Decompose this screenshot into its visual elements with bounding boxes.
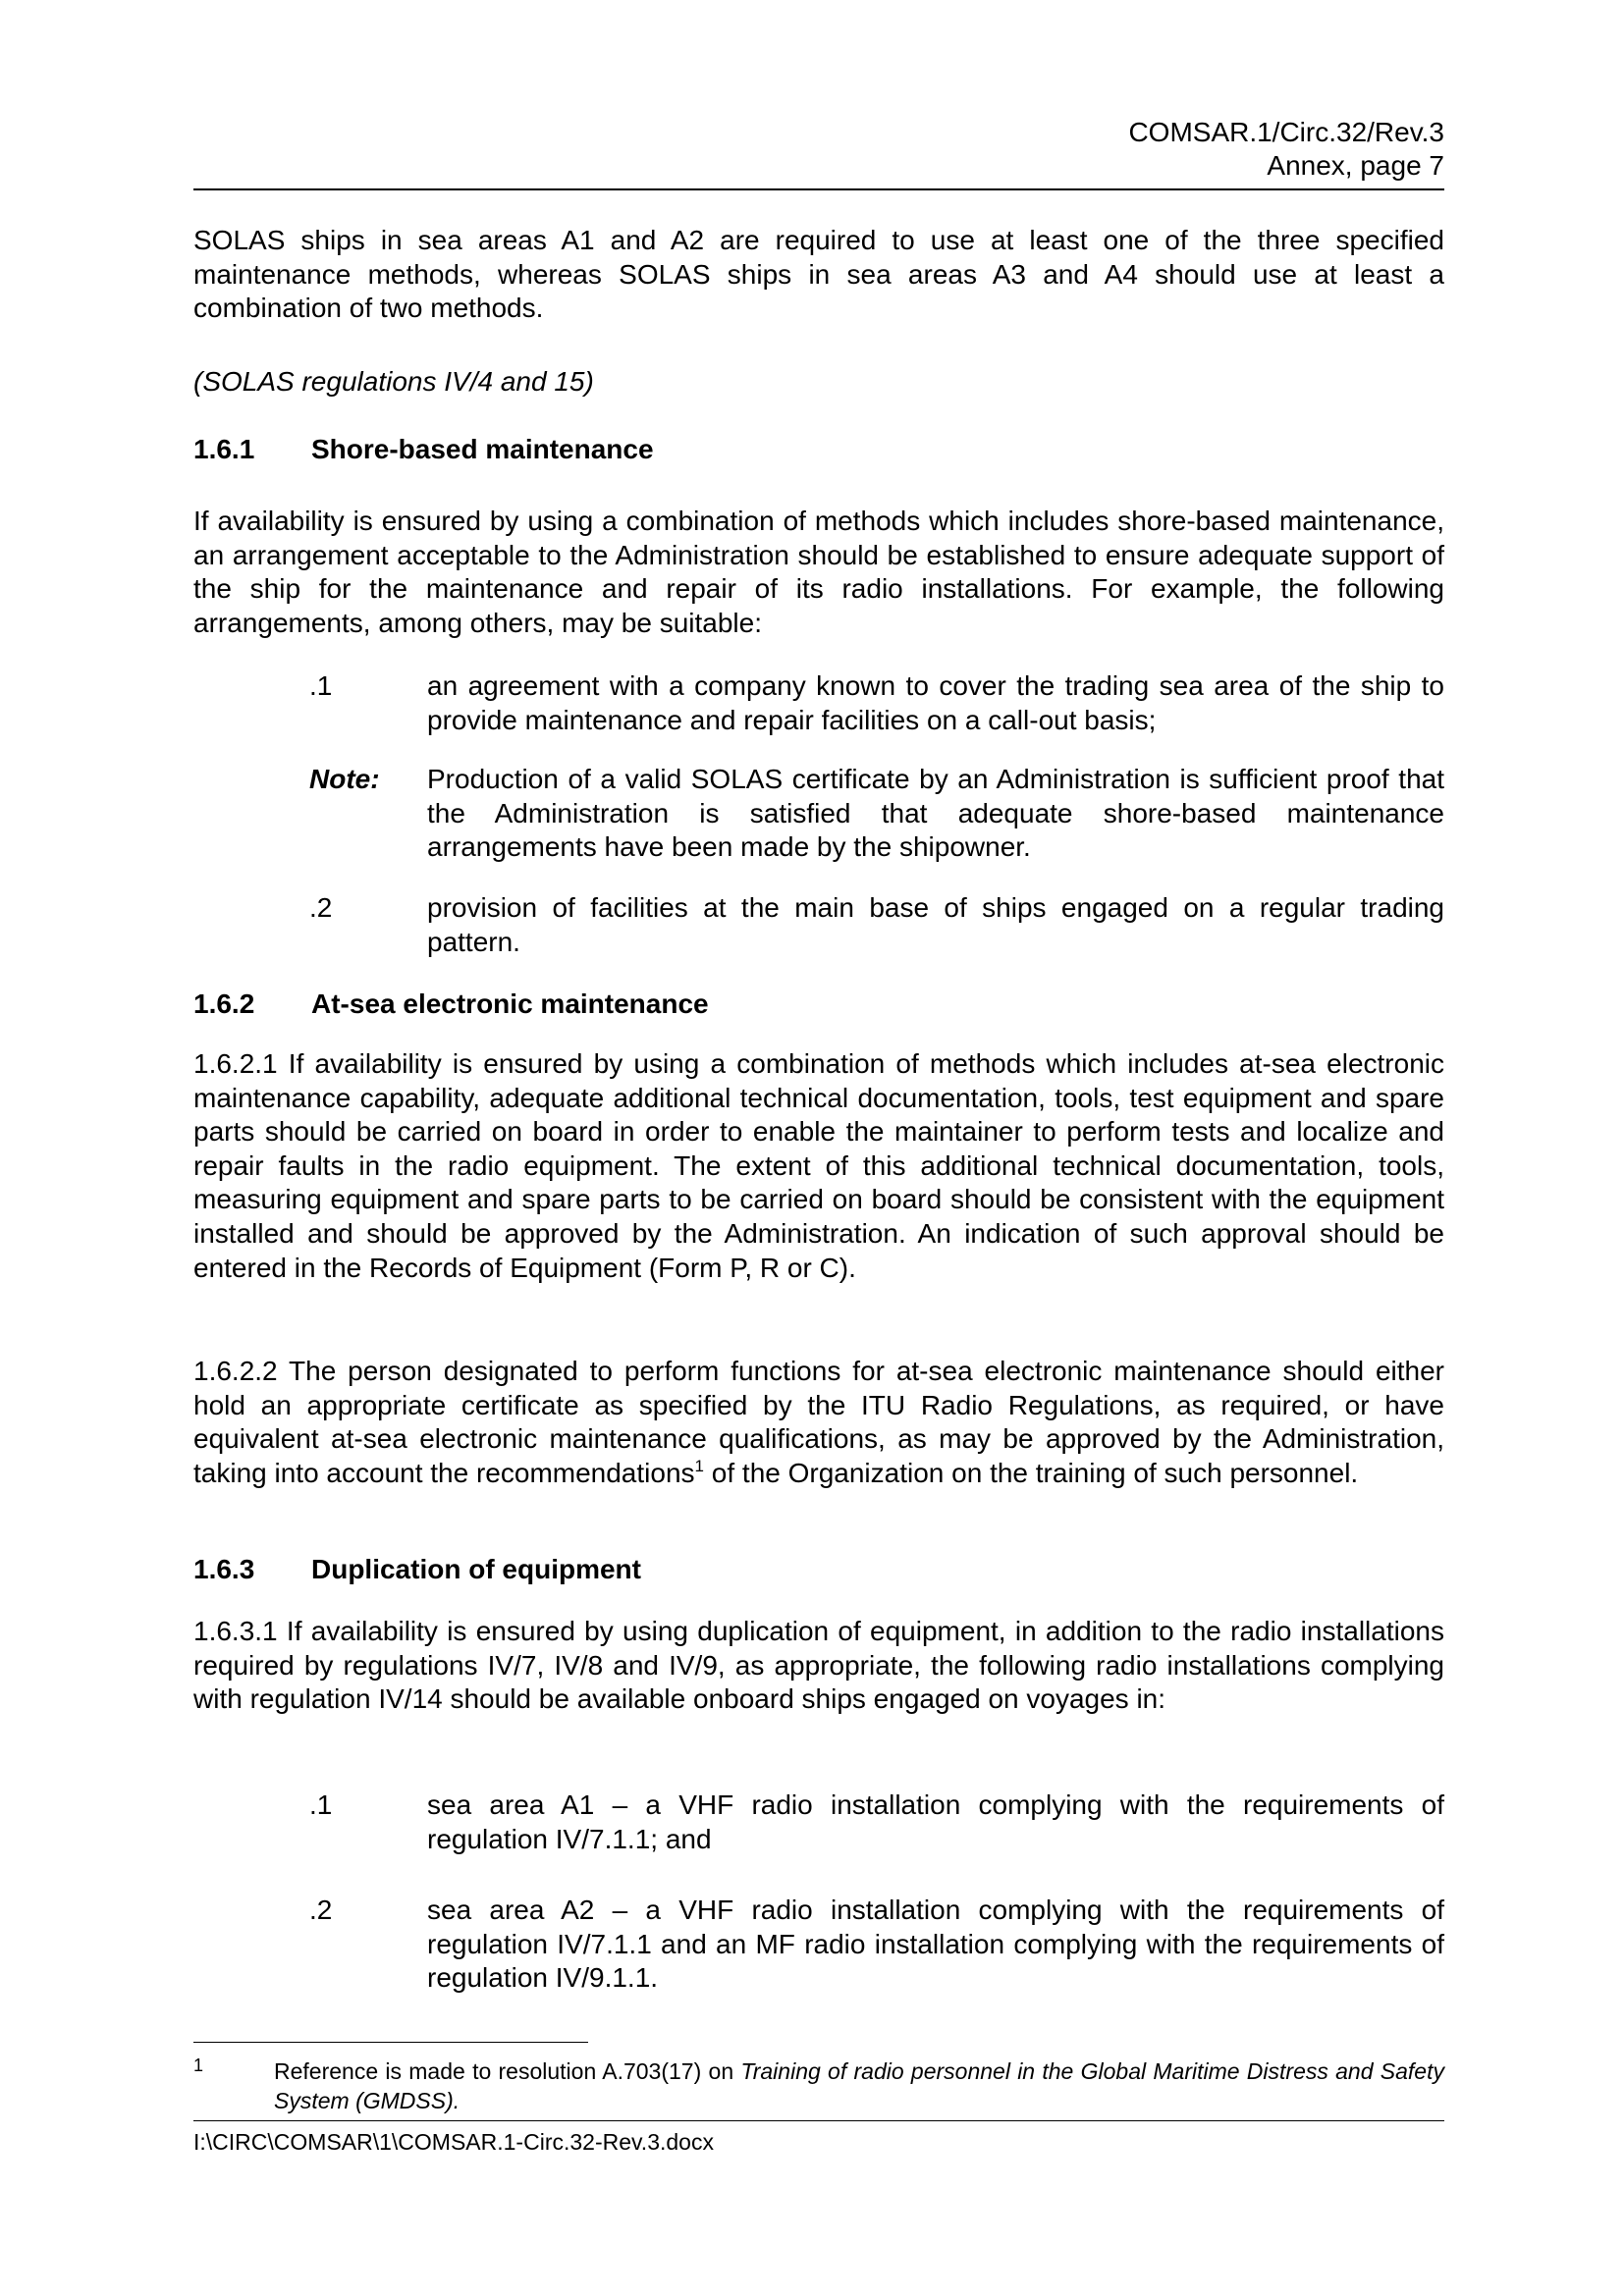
list-label: .1 bbox=[309, 1789, 333, 1820]
footnote-text-plain: Reference is made to resolution A.703(17) on bbox=[274, 2058, 741, 2084]
footnote-text-italic: Training of radio personnel in the Global Maritime Distress and Safety System (GMDSS). bbox=[274, 2058, 1444, 2113]
footnote-separator bbox=[193, 2042, 588, 2043]
paragraph-1-6-2-1: 1.6.2.1 If availability is ensured by using a combination of methods which includes at-sea electronic maintenance capability, adequate additional technical documentation, tools, test equipment and spare parts should be carried on board in order to enable the maintainer to perform tests and localize and repair faults in the radio equipment. The extent of this additional technical documentation, tools, measuring equipment and spare parts to be carried on board should be consistent with the equipment installed and should be approved by the Administration. An indication of such approval should be entered in the Records of Equipment (Form P, R or C). bbox=[193, 1048, 1444, 1283]
paragraph-1-6-2-2 bbox=[193, 1355, 1444, 1490]
regulations-reference: (SOLAS regulations IV/4 and 15) bbox=[193, 366, 594, 397]
footer-file-path: I:\CIRC\COMSAR\1\COMSAR.1-Circ.32-Rev.3.docx bbox=[193, 2129, 714, 2155]
list-item-text: an agreement with a company known to cover the trading sea area of the ship to provide maintenance and repair facilities on a call-out basis; bbox=[427, 670, 1444, 735]
header-page-ref: Annex, page 7 bbox=[1267, 150, 1444, 181]
list-item-text: provision of facilities at the main base of ships engaged on a regular trading pattern. bbox=[427, 892, 1444, 957]
section-title: Duplication of equipment bbox=[311, 1554, 641, 1584]
header-rule bbox=[193, 188, 1444, 190]
page-header bbox=[1128, 116, 1444, 183]
footnote-reference: 1 bbox=[694, 1456, 704, 1475]
section-heading-1-6-1 bbox=[193, 433, 654, 466]
footnote-text bbox=[274, 2056, 1444, 2115]
shore-based-paragraph: If availability is ensured by using a combination of methods which includes shore-based maintenance, an arrangement acceptable to the Administration should be established to ensure adequate support of the ship for the maintenance and repair of its radio installations. For example, the following arrangements, among others, may be suitable: bbox=[193, 506, 1444, 638]
paragraph-1-6-3-1: 1.6.3.1 If availability is ensured by using duplication of equipment, in addition to the radio installations required by regulations IV/7, IV/8 and IV/9, as appropriate, the following radio installations complying with regulation IV/14 should be available onboard ships engaged on voyages in: bbox=[193, 1616, 1444, 1715]
section-heading-1-6-2 bbox=[193, 988, 709, 1021]
note-label: Note: bbox=[309, 764, 380, 794]
section-number: 1.6.1 bbox=[193, 434, 255, 464]
section-number: 1.6.2 bbox=[193, 988, 255, 1019]
paragraph-text: of the Organization on the training of such personnel. bbox=[704, 1457, 1359, 1488]
list-label: .1 bbox=[309, 670, 333, 701]
section-title: At-sea electronic maintenance bbox=[311, 988, 709, 1019]
footer-rule bbox=[193, 2120, 1444, 2121]
intro-paragraph: SOLAS ships in sea areas A1 and A2 are required to use at least one of the three specified maintenance methods, whereas SOLAS ships in sea areas A3 and A4 should use at least a combination of two methods. bbox=[193, 225, 1444, 324]
list-label: .2 bbox=[309, 1895, 333, 1925]
section-title: Shore-based maintenance bbox=[311, 434, 654, 464]
header-doc-ref: COMSAR.1/Circ.32/Rev.3 bbox=[1128, 117, 1444, 147]
list-item-text: sea area A1 – a VHF radio installation complying with the requirements of regulation IV/7.1.1; and bbox=[427, 1789, 1444, 1854]
section-heading-1-6-3 bbox=[193, 1553, 641, 1586]
paragraph-text: 1.6.2.2 The person designated to perform functions for at-sea electronic maintenance should either hold an appropriate certificate as specified by the ITU Radio Regulations, as required, or have equivalent at-sea electronic maintenance qualifications, as may be approved by the Administration, taking into account the recommendations bbox=[193, 1356, 1444, 1488]
footnote-mark: 1 bbox=[193, 2056, 204, 2075]
list-label: .2 bbox=[309, 892, 333, 923]
note-text: Production of a valid SOLAS certificate by an Administration is sufficient proof that the Administration is satisfied that adequate shore-based maintenance arrangements have been made by the shipowner. bbox=[427, 764, 1444, 863]
section-number: 1.6.3 bbox=[193, 1554, 255, 1584]
list-item-text: sea area A2 – a VHF radio installation complying with the requirements of regulation IV/7.1.1 and an MF radio installation complying with the requirements of regulation IV/9.1.1. bbox=[427, 1895, 1444, 1994]
